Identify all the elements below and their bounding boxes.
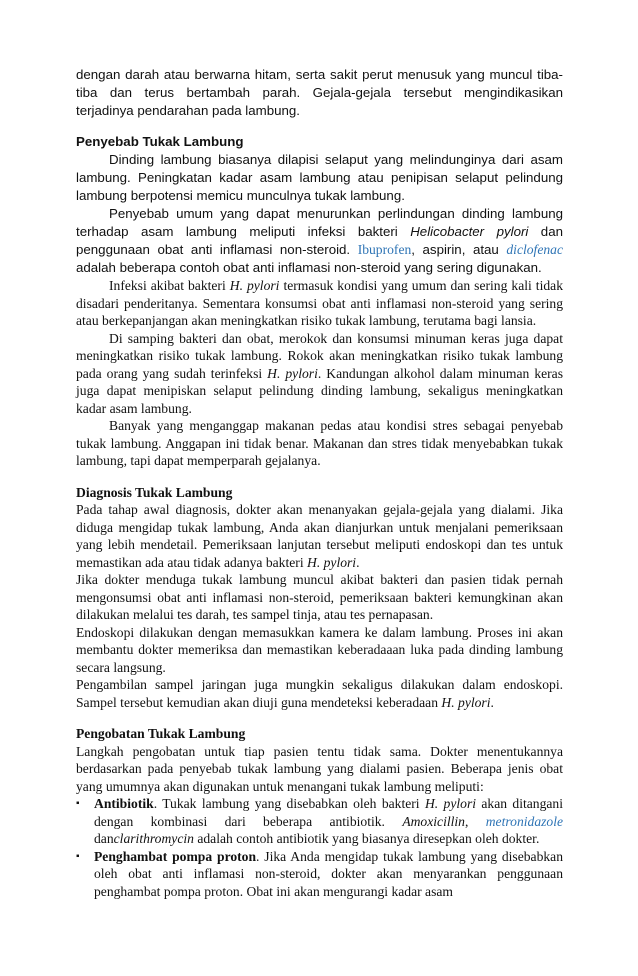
list-item-antibiotik: ▪ Antibiotik. Tukak lambung yang disebabkan oleh bakteri H. pylori akan ditangani dengan kombinasi dari beberapa antibiotik. Amoxicillin, metronidazole danclarithromycin adalah contoh antibiotik yang biasanya diresepkan oleh dokter. [76,796,564,846]
bullet-icon: ▪ [76,798,80,809]
intro-paragraph: dengan darah atau berwarna hitam, serta sakit perut menusuk yang muncul tiba-tiba dan terus bertambah parah. Gejala-gejala tersebut mengindikasikan terjadinya pendarahan pada lambung. [76,67,563,118]
pengobatan-paragraph-1: Langkah pengobatan untuk tiap pasien tentu tidak sama. Dokter menentukannya berdasarkan pada penyebab tukak lambung yang dialami pasien. Beberapa jenis obat yang umumnya akan digunakan untuk menangani tukak lambung meliputi: [76,743,563,794]
penyebab-paragraph-1: Dinding lambung biasanya dilapisi selaput yang melindunginya dari asam lambung. Peningkatan kadar asam lambung atau penipisan selaput pelindung lambung berpotensi memicu munculnya tukak lambung. [76,152,563,203]
diagnosis-paragraph-2: Jika dokter menduga tukak lambung muncul akibat bakteri dan pasien tidak pernah mengonsumsi obat anti inflamasi non-steroid, pemeriksaan bakteri kemungkinan akan dilakukan melalui tes darah, tes sampel tinja, atau tes pernapasan. [76,572,563,622]
diagnosis-paragraph-3: Endoskopi dilakukan dengan memasukkan kamera ke dalam lambung. Proses ini akan membantu dokter memeriksa dan memastikan keberadaaan luka pada dinding lambung secara langsung. [76,624,563,675]
medication-list [76,795,563,900]
document-page [76,66,563,900]
heading-pengobatan: Pengobatan Tukak Lambung [76,726,246,741]
penyebab-paragraph-5: Banyak yang menganggap makanan pedas atau kondisi stres sebagai penyebab tukak lambung. Anggapan ini tidak benar. Makanan dan stres tidak menyebabkan tukak lambung, tapi dapat memperparah gejalanya. [76,418,563,468]
metronidazole-link[interactable]: metronidazole [485,813,564,829]
diagnosis-paragraph-4: Pengambilan sampel jaringan juga mungkin sekaligus dilakukan dalam endoskopi. Sampel tersebut kemudian akan diuji guna mendeteksi keberadaan H. pylori. [76,677,563,710]
heading-penyebab: Penyebab Tukak Lambung [76,134,244,149]
diagnosis-paragraph-1: Pada tahap awal diagnosis, dokter akan menanyakan gejala-gejala yang dialami. Jika diduga mengidap tukak lambung, Anda akan dianjurkan untuk menjalani pemeriksaan yang lebih mendetail. Pemeriksaan lanjutan tersebut meliputi endoskopi dan tes untuk memastikan ada atau tidak adanya bakteri H. pylori. [76,502,563,570]
diclofenac-link[interactable]: diclofenac [506,242,563,257]
list-item-ppi: ▪ Penghambat pompa proton. Jika Anda mengidap tukak lambung yang disebabkan oleh obat anti inflamasi non-steroid, dokter akan menyarankan penggunaan penghambat pompa proton. Obat ini akan mengurangi kadar asam [76,848,563,899]
penyebab-paragraph-4: Di samping bakteri dan obat, merokok dan konsumsi minuman keras juga dapat meningkatkan risiko tukak lambung. Rokok akan meningkatkan risiko tukak lambung pada orang yang sudah terinfeksi H. pylori. Kandungan alkohol dalam minuman keras juga dapat menipiskan selaput pelindung dinding lambung, sekaligus meningkatkan kadar asam lambung. [76,330,564,416]
bullet-icon: ▪ [76,850,80,862]
ibuprofen-link[interactable]: Ibuprofen [357,242,412,257]
heading-diagnosis: Diagnosis Tukak Lambung [76,484,233,500]
penyebab-paragraph-2: Penyebab umum yang dapat menurunkan perlindungan dinding lambung terhadap asam lambung meliputi infeksi bakteri Helicobacter pylori dan penggunaan obat anti inflamasi non-steroid. Ibuprofen, aspirin, atau diclofenac adalah beberapa contoh obat anti inflamasi non-steroid yang sering digunakan. [76,206,563,275]
penyebab-paragraph-3: Infeksi akibat bakteri H. pylori termasuk kondisi yang umum dan sering kali tidak disadari penderitanya. Sementara konsumsi obat anti inflamasi non-steroid yang sering atau berkepanjangan akan meningkatkan risiko tukak lambung, terutama bagi lansia. [76,278,563,328]
